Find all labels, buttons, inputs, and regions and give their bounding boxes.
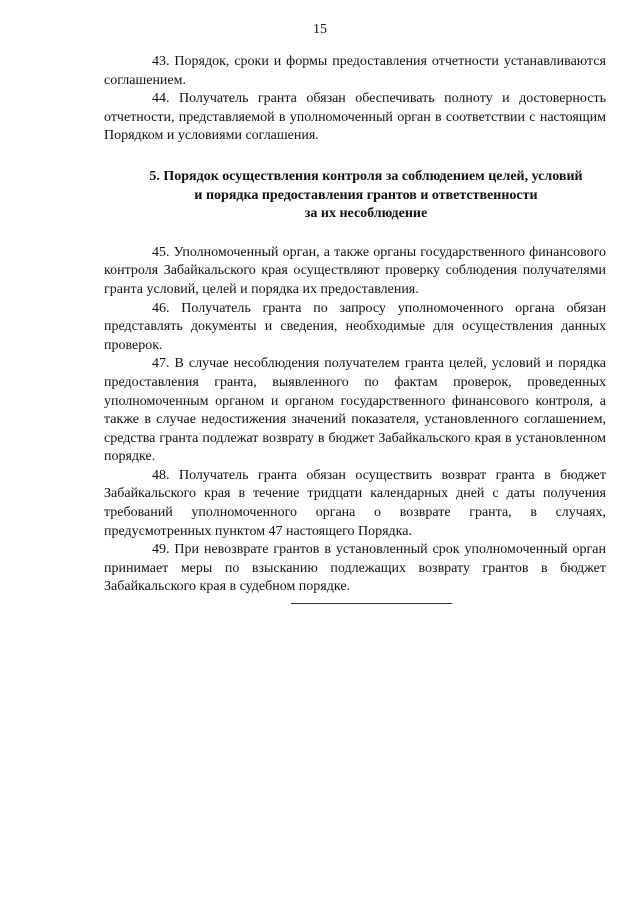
paragraph-43: 43. Порядок, сроки и формы предоставления отчетности устанавливаются соглашением. <box>104 54 606 88</box>
paragraph-46: 46. Получатель гранта по запросу уполномоченного органа обязан представлять документы и сведения, необходимые для осуществления данных проверок. <box>104 300 606 353</box>
document-body <box>104 53 606 597</box>
section-heading-line-1: 5. Порядок осуществления контроля за соблюдением целей, условий <box>149 168 583 184</box>
paragraph-45: 45. Уполномоченный орган, а также органы государственного финансового контроля Забайкальского края осуществляют проверку соблюдения получателями гранта условий, целей и порядка их предоставления. <box>104 244 606 297</box>
section-heading <box>104 168 606 224</box>
end-divider-line <box>291 603 452 604</box>
section-heading-line-3: за их несоблюдение <box>304 206 428 222</box>
paragraph-44: 44. Получатель гранта обязан обеспечивать полноту и достоверность отчетности, представляемой в уполномоченный орган в соответствии с настоящим Порядком и условиями соглашения. <box>104 91 606 144</box>
paragraph-48: 48. Получатель гранта обязан осуществить возврат гранта в бюджет Забайкальского края в течение тридцати календарных дней с даты получения требований уполномоченного органа о возврате гранта, в случаях, предусмотренных пунктом 47 настоящего Порядка. <box>104 467 606 539</box>
section-heading-line-2: и порядка предоставления грантов и ответственности <box>194 187 538 203</box>
page-number: 15 <box>313 22 327 37</box>
paragraph-47: 47. В случае несоблюдения получателем гранта целей, условий и порядка предоставления гранта, выявленного по фактам проверок, проведенных уполномоченным органом и органом государственного финансового контроля, а также в случае недостижения значений показателя, установленного соглашением, средства гранта подлежат возврату в бюджет Забайкальского края в установленном порядке. <box>104 356 606 465</box>
paragraph-49: 49. При невозврате грантов в установленный срок уполномоченный орган принимает меры по взысканию подлежащих возврату грантов в бюджет Забайкальского края в судебном порядке. <box>104 542 606 595</box>
